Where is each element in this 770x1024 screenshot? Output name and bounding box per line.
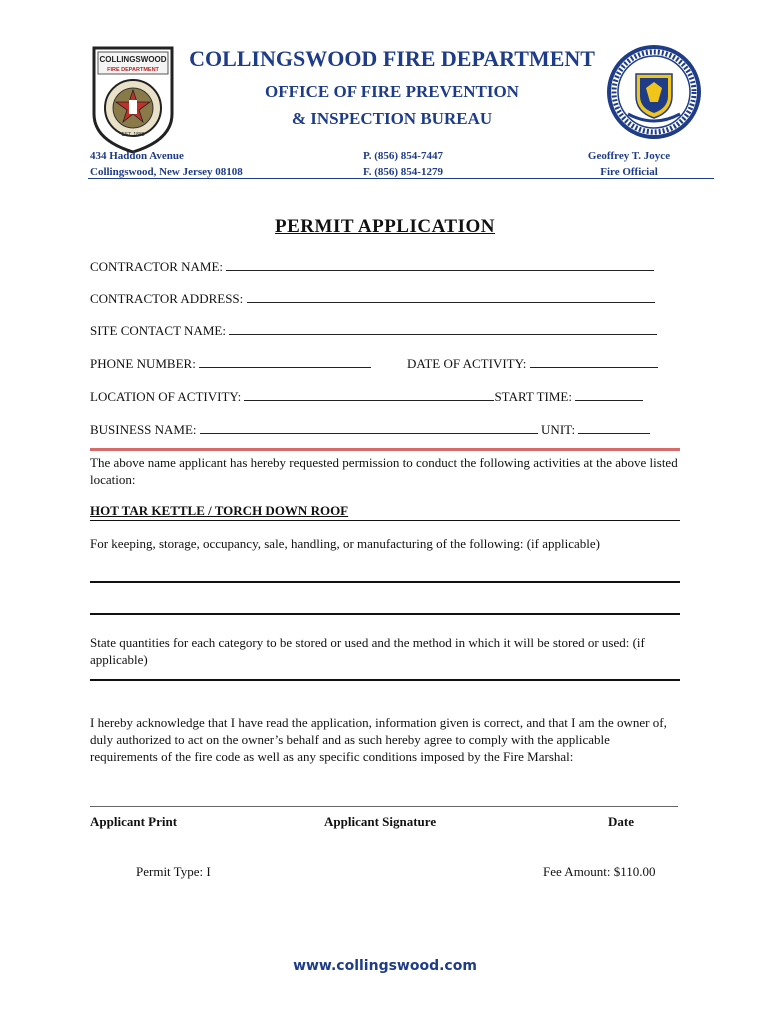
badge-text-est: EST. 1888 xyxy=(121,132,145,138)
phone-row xyxy=(90,355,371,372)
date-signature-label: Date xyxy=(608,814,634,829)
unit-label: UNIT: xyxy=(541,422,576,437)
phone-number: P. (856) 854-7447 xyxy=(363,150,443,162)
business-name-label: BUSINESS NAME: xyxy=(90,422,197,437)
department-phone-fax xyxy=(363,148,443,180)
site-contact-field[interactable] xyxy=(229,322,657,335)
contractor-address-label: CONTRACTOR ADDRESS: xyxy=(90,291,244,306)
fee-amount: Fee Amount: $110.00 xyxy=(543,864,656,879)
date-activity-field[interactable] xyxy=(530,355,658,368)
business-name-row xyxy=(90,421,650,438)
section-divider xyxy=(90,448,680,451)
permit-type: Permit Type: I xyxy=(136,864,211,879)
official-name: Geoffrey T. Joyce xyxy=(587,150,671,162)
start-time-field[interactable] xyxy=(575,388,643,401)
site-contact-row xyxy=(90,322,657,339)
location-label: LOCATION OF ACTIVITY: xyxy=(90,389,242,404)
address-line-2: Collingswood, New Jersey 08108 xyxy=(90,166,243,178)
applicant-signature-label: Applicant Signature xyxy=(324,814,437,829)
contractor-name-label: CONTRACTOR NAME: xyxy=(90,259,224,274)
form-title: PERMIT APPLICATION xyxy=(275,216,495,237)
contractor-name-field[interactable] xyxy=(226,258,654,271)
phone-field[interactable] xyxy=(199,355,371,368)
contractor-address-field[interactable] xyxy=(247,290,655,303)
date-activity-row xyxy=(407,355,658,372)
location-field[interactable] xyxy=(244,388,494,401)
town-seal-logo xyxy=(606,44,702,140)
unit-field[interactable] xyxy=(578,421,650,434)
activity-text: HOT TAR KETTLE / TORCH DOWN ROOF xyxy=(90,503,349,518)
bureau-subtitle: & INSPECTION BUREAU xyxy=(291,109,493,128)
fire-department-badge-logo xyxy=(88,44,178,154)
acknowledge-text: I hereby acknowledge that I have read the application, information given is correct, and that I am the owner of, duly authorized to act on the owner’s behalf and as such hereby agree to comply with the applicable requirements of the fire code as well as any specific conditions imposed by the Fire Marshal: xyxy=(90,715,667,764)
badge-text-bottom: FIRE DEPARTMENT xyxy=(107,67,159,73)
start-time-label: START TIME: xyxy=(494,389,572,404)
quantities-text: State quantities for each category to be stored or used and the method in which it will be stored or used: (if applicable) xyxy=(90,635,645,667)
office-subtitle: OFFICE OF FIRE PREVENTION xyxy=(265,82,519,101)
quantities-entry-line[interactable] xyxy=(90,679,680,681)
contractor-address-row xyxy=(90,290,655,307)
activity-heading xyxy=(90,503,680,521)
department-title: COLLINGSWOOD FIRE DEPARTMENT xyxy=(189,46,595,71)
fax-number: F. (856) 854-1279 xyxy=(363,166,443,178)
location-row xyxy=(90,388,643,405)
intro-text: The above name applicant has hereby requested permission to conduct the following activities at the above listed location: xyxy=(90,455,678,487)
website-link[interactable]: www.collingswood.com xyxy=(293,958,477,974)
official-title: Fire Official xyxy=(600,166,658,178)
contractor-name-row xyxy=(90,258,654,275)
date-activity-label: DATE OF ACTIVITY: xyxy=(407,356,527,371)
address-line-1: 434 Haddon Avenue xyxy=(90,150,184,162)
keeping-entry-line-2[interactable] xyxy=(90,613,680,615)
phone-label: PHONE NUMBER: xyxy=(90,356,196,371)
site-contact-label: SITE CONTACT NAME: xyxy=(90,323,226,338)
signature-line[interactable] xyxy=(90,806,678,807)
badge-text-top: COLLINGSWOOD xyxy=(99,55,167,64)
header-divider xyxy=(88,178,714,179)
fire-official xyxy=(570,148,688,180)
business-name-field[interactable] xyxy=(200,421,538,434)
keeping-text: For keeping, storage, occupancy, sale, handling, or manufacturing of the following: (if applicable) xyxy=(90,536,600,551)
department-address xyxy=(90,148,243,180)
keeping-entry-line-1[interactable] xyxy=(90,581,680,583)
applicant-print-label: Applicant Print xyxy=(90,814,178,829)
